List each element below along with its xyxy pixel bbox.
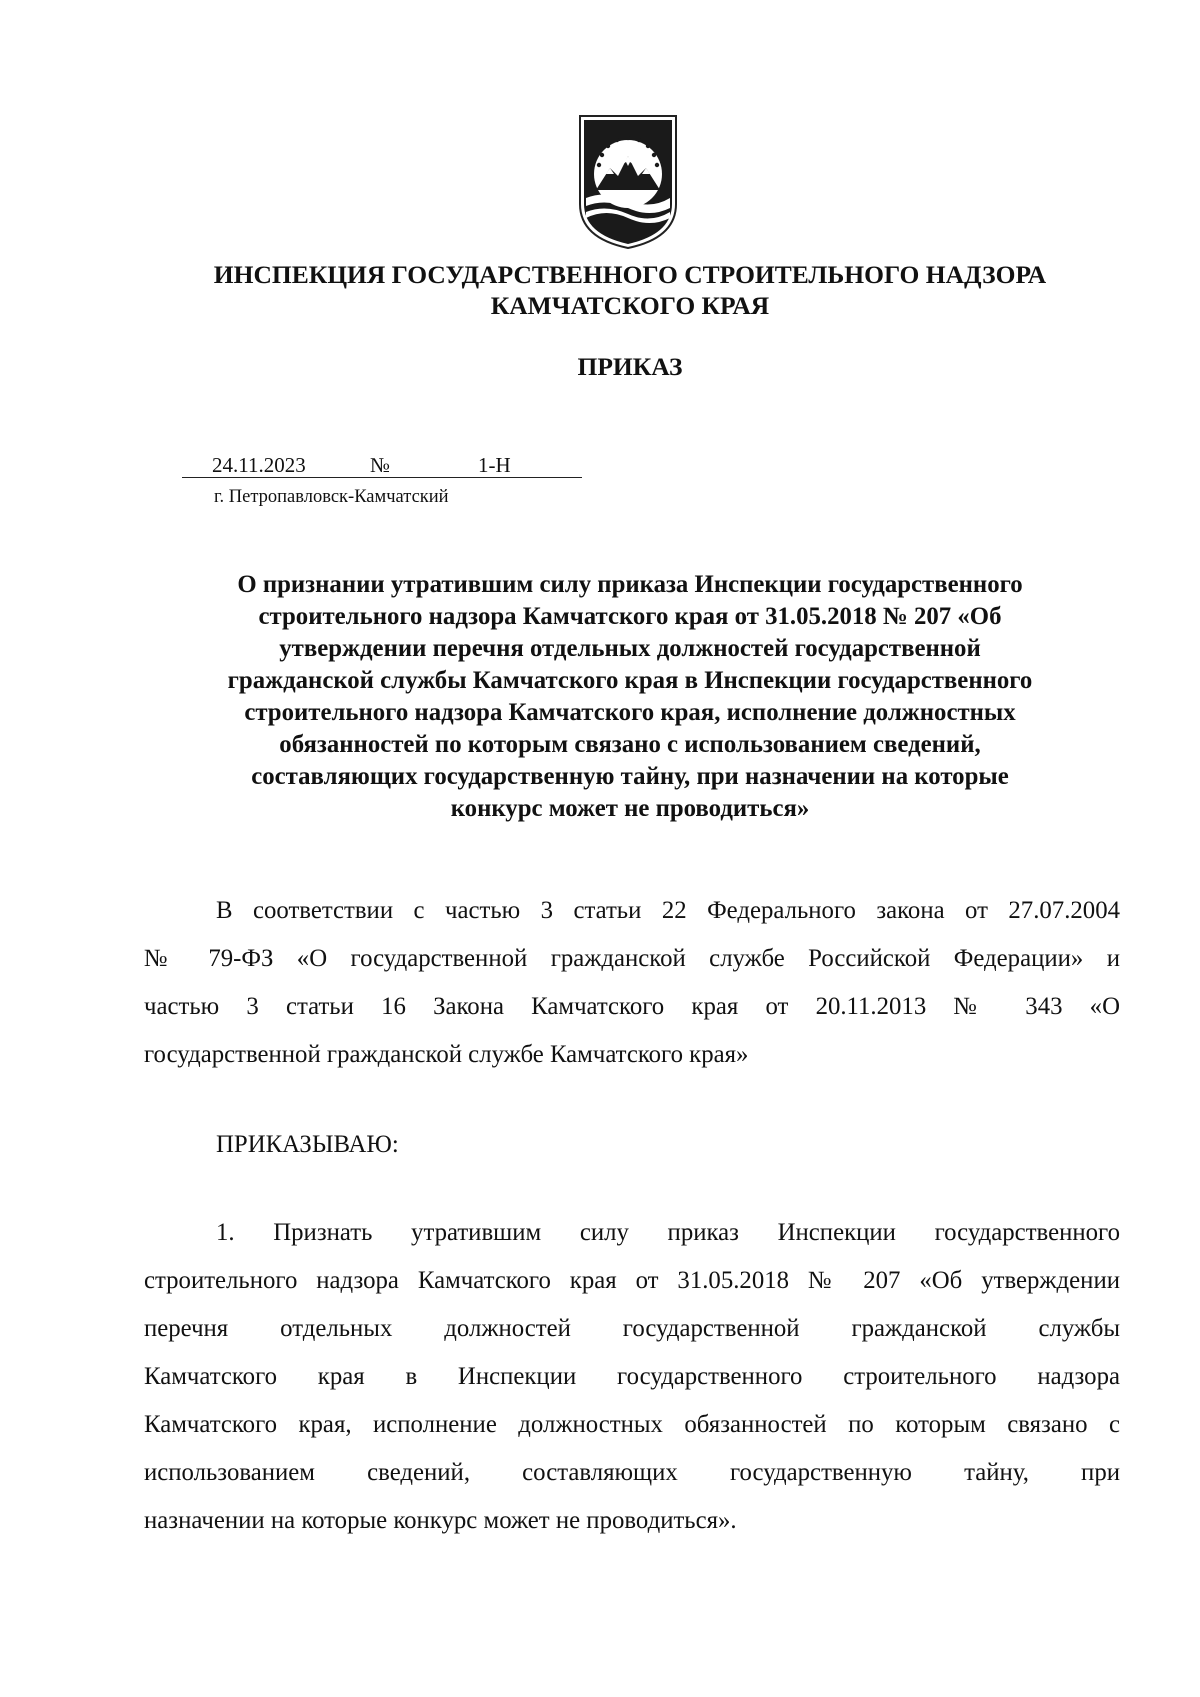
number-sign: № bbox=[370, 453, 391, 477]
item-1-line: назначении на которые конкурс может не проводиться». bbox=[144, 1507, 737, 1534]
organization-title-line-1: ИНСПЕКЦИЯ ГОСУДАРСТВЕННОГО СТРОИТЕЛЬНОГО НАДЗОРА bbox=[213, 260, 1047, 289]
order-date: 24.11.2023 bbox=[212, 453, 306, 477]
organization-title bbox=[60, 259, 1200, 321]
preamble-line: В соответствии с частью 3 статьи 22 Федерального закона от 27.07.2004 bbox=[216, 897, 1120, 924]
subject-line: О признании утратившим силу приказа Инспекции государственного bbox=[237, 571, 1023, 598]
item-1-paragraph bbox=[144, 1209, 1120, 1545]
preamble-line: № 79-ФЗ «О государственной гражданской службе Российской Федерации» и bbox=[144, 945, 1120, 972]
preamble-line: частью 3 статьи 16 Закона Камчатского края от 20.11.2013 № 343 «О bbox=[144, 993, 1120, 1020]
subject-line: гражданской службы Камчатского края в Инспекции государственного bbox=[227, 667, 1033, 694]
document-type: ПРИКАЗ bbox=[577, 352, 683, 381]
preamble-paragraph bbox=[144, 887, 1120, 1079]
subject-line: составляющих государственную тайну, при назначении на которые bbox=[251, 763, 1009, 790]
order-word: ПРИКАЗЫВАЮ: bbox=[216, 1131, 399, 1158]
city: г. Петропавловск-Камчатский bbox=[214, 487, 449, 507]
order-number: 1-Н bbox=[478, 453, 511, 477]
organization-title-line-2: КАМЧАТСКОГО КРАЯ bbox=[490, 291, 770, 320]
item-1-line: Камчатского края в Инспекции государственного строительного надзора bbox=[144, 1363, 1120, 1390]
subject-line: утверждении перечня отдельных должностей государственной bbox=[279, 635, 981, 662]
order-subject bbox=[140, 569, 1120, 825]
item-1-line: Камчатского края, исполнение должностных обязанностей по которым связано с bbox=[144, 1411, 1120, 1438]
subject-line: строительного надзора Камчатского края от 31.05.2018 № 207 «Об bbox=[258, 603, 1002, 630]
preamble-line: государственной гражданской службе Камчатского края» bbox=[144, 1041, 749, 1068]
coat-of-arms-icon bbox=[576, 112, 680, 250]
item-1-line: строительного надзора Камчатского края от 31.05.2018 № 207 «Об утверждении bbox=[144, 1267, 1120, 1294]
item-1-line: перечня отдельных должностей государственной гражданской службы bbox=[144, 1315, 1120, 1342]
item-1-line: 1. Признать утратившим силу приказ Инспекции государственного bbox=[216, 1219, 1120, 1246]
subject-line: строительного надзора Камчатского края, исполнение должностных bbox=[244, 699, 1016, 726]
subject-line: конкурс может не проводиться» bbox=[450, 795, 810, 822]
subject-line: обязанностей по которым связано с использованием сведений, bbox=[279, 731, 981, 758]
item-1-line: использованием сведений, составляющих государственную тайну, при bbox=[144, 1459, 1120, 1486]
